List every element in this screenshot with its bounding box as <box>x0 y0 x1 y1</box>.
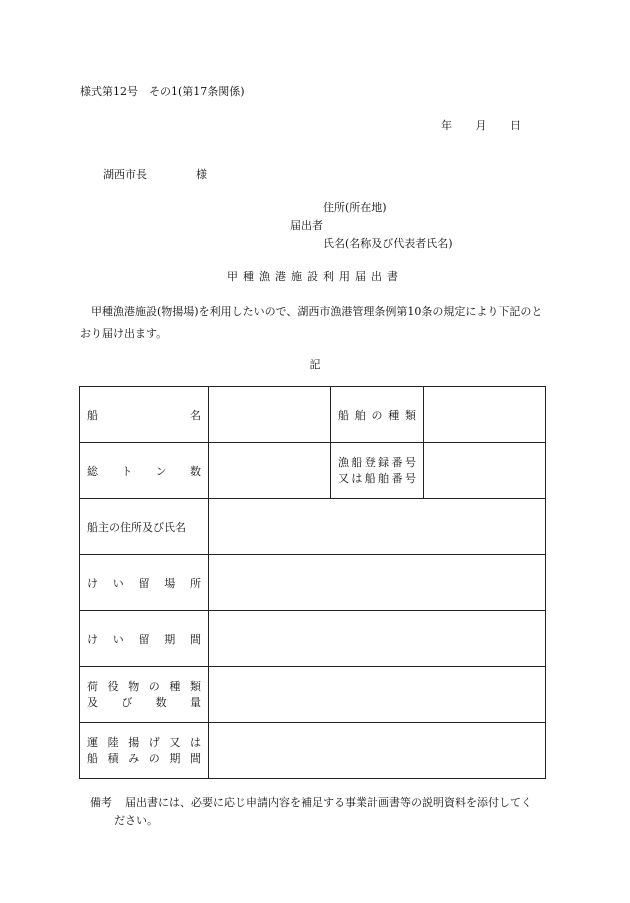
date-line <box>441 117 521 133</box>
label-char: ト <box>121 464 133 478</box>
label-char: 荷 <box>87 679 98 693</box>
body-text: 甲種漁港施設(物揚場)を利用したいので、湖西市漁港管理条例第10条の規定により下記のとおり届け出ます。 <box>80 305 543 340</box>
unloading-period-value[interactable] <box>209 723 546 779</box>
note-text: 届出書には、必要に応じ申請内容を補足する事業計画書等の説明資料を添付してください。 <box>114 796 532 827</box>
owner-value[interactable] <box>209 499 546 555</box>
label-char: 番 <box>391 471 403 485</box>
form-table <box>79 386 546 779</box>
label-char: 船 <box>87 408 98 422</box>
label-char: げ <box>148 735 160 749</box>
label-char: 舶 <box>354 408 366 422</box>
date-day: 日 <box>510 119 521 132</box>
label-char: 役 <box>107 679 119 693</box>
owner-label: 船主の住所及び氏名 <box>80 499 209 555</box>
gross-tonnage-value[interactable] <box>209 443 331 499</box>
ship-name-label <box>80 387 209 443</box>
gross-tonnage-label <box>80 443 209 499</box>
table-row <box>80 499 546 555</box>
label-char: 揚 <box>128 735 140 749</box>
label-char: 間 <box>189 751 201 765</box>
label-char: 舶 <box>378 471 390 485</box>
label-char: み <box>128 751 140 765</box>
mooring-period-label <box>80 611 209 667</box>
label-char: 又 <box>169 735 181 749</box>
label-char: の <box>148 679 160 693</box>
label-char: 量 <box>189 695 201 709</box>
label-char: 又 <box>338 471 349 485</box>
label-char: い <box>112 576 124 590</box>
mooring-place-label <box>80 555 209 611</box>
registration-number-value[interactable] <box>424 443 546 499</box>
note-label: 備考 <box>90 796 112 809</box>
label-char: 類 <box>405 408 416 422</box>
table-row <box>80 667 546 723</box>
label-char: け <box>87 632 98 646</box>
table-row <box>80 611 546 667</box>
name-label: 氏名(名称及び代表者氏名) <box>323 237 453 250</box>
label-char: 船 <box>87 751 98 765</box>
label-char: 漁 <box>338 455 349 469</box>
ship-type-label <box>331 387 424 443</box>
label-char: 期 <box>169 751 181 765</box>
form-number: 様式第12号 その1(第17条関係) <box>80 85 245 98</box>
label-char: 留 <box>138 632 150 646</box>
notifier-label: 届出者 <box>290 219 323 232</box>
registration-number-label <box>331 443 424 499</box>
label-char: 船 <box>338 408 349 422</box>
mooring-period-value[interactable] <box>209 611 546 667</box>
table-row <box>80 555 546 611</box>
label-char: 録 <box>378 455 390 469</box>
label-char: 船 <box>351 455 363 469</box>
label-char: 留 <box>138 576 150 590</box>
label-char: 類 <box>189 679 201 693</box>
label-char: 名 <box>190 408 201 422</box>
label-char: い <box>112 632 124 646</box>
label-char: 数 <box>155 695 167 709</box>
label-char: 号 <box>404 455 416 469</box>
addressee <box>103 166 207 182</box>
label-char: 船 <box>364 471 376 485</box>
label-char: 号 <box>404 471 416 485</box>
document-title: 甲種漁港施設利用届出書 <box>227 270 403 283</box>
label-char: 数 <box>189 464 201 478</box>
label-char: の <box>371 408 383 422</box>
label-char: は <box>351 471 363 485</box>
ship-type-value[interactable] <box>424 387 546 443</box>
ki-heading: 記 <box>309 358 321 371</box>
label-char: び <box>121 695 133 709</box>
date-year: 年 <box>441 119 452 132</box>
label-char: 物 <box>128 679 140 693</box>
table-row <box>80 443 546 499</box>
addressee-suffix: 様 <box>196 168 207 181</box>
label-char: 所 <box>190 576 201 590</box>
label-char: ン <box>155 464 167 478</box>
label-char: 種 <box>169 679 181 693</box>
cargo-label <box>80 667 209 723</box>
label-char: け <box>87 576 98 590</box>
ship-name-value[interactable] <box>209 387 331 443</box>
label-char: 陸 <box>107 735 119 749</box>
label-char: 種 <box>388 408 400 422</box>
label-char: 積 <box>107 751 119 765</box>
cargo-value[interactable] <box>209 667 546 723</box>
label-char: 登 <box>364 455 376 469</box>
label-char: は <box>189 735 201 749</box>
label-char: 場 <box>164 576 176 590</box>
unloading-period-label <box>80 723 209 779</box>
table-row <box>80 723 546 779</box>
addressee-name: 湖西市長 <box>103 168 147 181</box>
date-month: 月 <box>475 119 487 132</box>
label-char: 運 <box>87 735 98 749</box>
mooring-place-value[interactable] <box>209 555 546 611</box>
label-char: 総 <box>87 464 98 478</box>
table-row <box>80 387 546 443</box>
address-label: 住所(所在地) <box>323 201 387 214</box>
label-char: 番 <box>391 455 403 469</box>
label-char: 及 <box>87 695 98 709</box>
label-char: の <box>148 751 160 765</box>
label-char: 期 <box>164 632 176 646</box>
label-char: 間 <box>190 632 201 646</box>
